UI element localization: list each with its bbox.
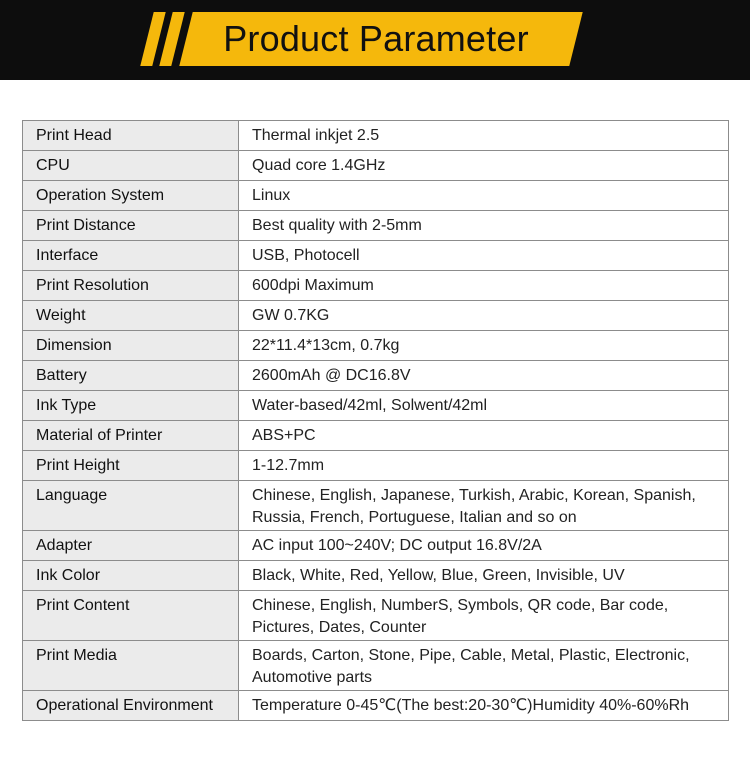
parameter-value: Thermal inkjet 2.5: [239, 121, 729, 151]
parameter-label: Material of Printer: [23, 421, 239, 451]
parameter-value: Quad core 1.4GHz: [239, 151, 729, 181]
parameter-value: Water-based/42ml, Solwent/42ml: [239, 391, 729, 421]
parameter-label: Ink Color: [23, 561, 239, 591]
parameter-table-container: [22, 120, 728, 721]
parameter-value: 600dpi Maximum: [239, 271, 729, 301]
parameter-label: Operational Environment: [23, 691, 239, 721]
parameter-value: 1-12.7mm: [239, 451, 729, 481]
parameter-value: Chinese, English, Japanese, Turkish, Arabic, Korean, Spanish, Russia, French, Portuguese, Italian and so on: [239, 481, 729, 531]
table-row: [23, 121, 729, 151]
parameter-value: Best quality with 2-5mm: [239, 211, 729, 241]
parameter-value: Temperature 0-45℃(The best:20-30℃)Humidity 40%-60%Rh: [239, 691, 729, 721]
parameter-value: Black, White, Red, Yellow, Blue, Green, Invisible, UV: [239, 561, 729, 591]
parameter-label: Ink Type: [23, 391, 239, 421]
parameter-table: [22, 120, 729, 721]
table-row: [23, 451, 729, 481]
table-row: [23, 421, 729, 451]
parameter-label: Print Resolution: [23, 271, 239, 301]
table-row: [23, 181, 729, 211]
parameter-label: Print Content: [23, 591, 239, 641]
table-row: [23, 531, 729, 561]
table-row: [23, 331, 729, 361]
parameter-label: CPU: [23, 151, 239, 181]
table-row: [23, 391, 729, 421]
table-row: [23, 241, 729, 271]
table-row: [23, 641, 729, 691]
parameter-label: Print Height: [23, 451, 239, 481]
parameter-value: USB, Photocell: [239, 241, 729, 271]
table-row: [23, 271, 729, 301]
parameter-label: Language: [23, 481, 239, 531]
page-title: Product Parameter: [223, 18, 529, 59]
parameter-value: GW 0.7KG: [239, 301, 729, 331]
header-banner: [0, 0, 750, 80]
parameter-value: AC input 100~240V; DC output 16.8V/2A: [239, 531, 729, 561]
parameter-value: ABS+PC: [239, 421, 729, 451]
table-row: [23, 211, 729, 241]
table-row: [23, 151, 729, 181]
parameter-value: Boards, Carton, Stone, Pipe, Cable, Metal, Plastic, Electronic, Automotive parts: [239, 641, 729, 691]
parameter-label: Operation System: [23, 181, 239, 211]
parameter-value: 22*11.4*13cm, 0.7kg: [239, 331, 729, 361]
table-row: [23, 481, 729, 531]
parameter-value: 2600mAh @ DC16.8V: [239, 361, 729, 391]
parameter-label: Interface: [23, 241, 239, 271]
parameter-label: Adapter: [23, 531, 239, 561]
parameter-label: Battery: [23, 361, 239, 391]
table-row: [23, 691, 729, 721]
parameter-label: Print Head: [23, 121, 239, 151]
table-row: [23, 591, 729, 641]
table-row: [23, 561, 729, 591]
parameter-label: Print Distance: [23, 211, 239, 241]
table-row: [23, 361, 729, 391]
parameter-value: Chinese, English, NumberS, Symbols, QR code, Bar code, Pictures, Dates, Counter: [239, 591, 729, 641]
parameter-label: Weight: [23, 301, 239, 331]
parameter-label: Dimension: [23, 331, 239, 361]
parameter-label: Print Media: [23, 641, 239, 691]
table-row: [23, 301, 729, 331]
parameter-value: Linux: [239, 181, 729, 211]
